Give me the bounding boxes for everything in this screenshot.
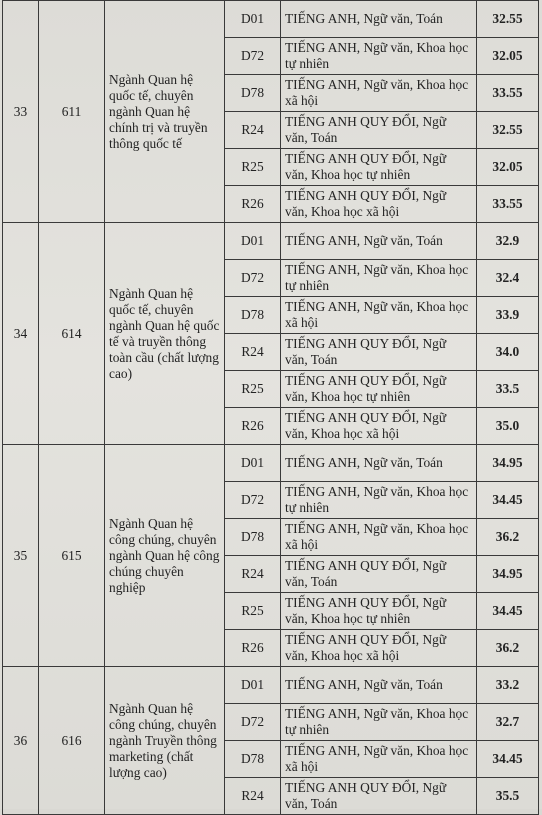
subjects: TIẾNG ANH QUY ĐỔI, Ngữ văn, Toán — [281, 556, 477, 593]
cutoff-score: 33.5 — [477, 371, 539, 408]
cutoff-score: 36.2 — [477, 630, 539, 667]
combo-code: D01 — [225, 223, 281, 260]
major-code: 616 — [39, 667, 105, 815]
subjects: TIẾNG ANH, Ngữ văn, Khoa học xã hội — [281, 75, 477, 112]
combo-code: D72 — [225, 260, 281, 297]
cutoff-score: 34.95 — [477, 445, 539, 482]
combo-code: R24 — [225, 334, 281, 371]
cutoff-score: 33.2 — [477, 667, 539, 704]
cutoff-score: 36.2 — [477, 519, 539, 556]
cutoff-score: 33.9 — [477, 297, 539, 334]
subjects: TIẾNG ANH QUY ĐỔI, Ngữ văn, Khoa học tự nhiên — [281, 593, 477, 630]
combo-code: D78 — [225, 297, 281, 334]
major-name: Ngành Quan hệ quốc tế, chuyên ngành Quan hệ quốc tế và truyền thông toàn cầu (chất lượng cao) — [105, 223, 225, 445]
combo-code: R26 — [225, 186, 281, 223]
cutoff-score: 33.55 — [477, 186, 539, 223]
cutoff-score: 32.55 — [477, 112, 539, 149]
subjects: TIẾNG ANH QUY ĐỔI, Ngữ văn, Khoa học xã hội — [281, 408, 477, 445]
table-row — [3, 667, 539, 704]
subjects: TIẾNG ANH, Ngữ văn, Khoa học xã hội — [281, 297, 477, 334]
combo-code: D78 — [225, 75, 281, 112]
subjects: TIẾNG ANH QUY ĐỔI, Ngữ văn, Khoa học xã hội — [281, 186, 477, 223]
subjects: TIẾNG ANH, Ngữ văn, Khoa học tự nhiên — [281, 38, 477, 75]
cutoff-score: 35.0 — [477, 408, 539, 445]
cutoff-score: 32.55 — [477, 1, 539, 38]
combo-code: R26 — [225, 408, 281, 445]
subjects: TIẾNG ANH QUY ĐỔI, Ngữ văn, Toán — [281, 112, 477, 149]
major-code: 614 — [39, 223, 105, 445]
combo-code: D78 — [225, 741, 281, 778]
subjects: TIẾNG ANH, Ngữ văn, Toán — [281, 445, 477, 482]
subjects: TIẾNG ANH QUY ĐỔI, Ngữ văn, Toán — [281, 334, 477, 371]
combo-code: R25 — [225, 371, 281, 408]
subjects: TIẾNG ANH, Ngữ văn, Khoa học tự nhiên — [281, 260, 477, 297]
combo-code: R24 — [225, 556, 281, 593]
combo-code: D01 — [225, 667, 281, 704]
subjects: TIẾNG ANH, Ngữ văn, Khoa học tự nhiên — [281, 704, 477, 741]
combo-code: R24 — [225, 112, 281, 149]
combo-code: D01 — [225, 1, 281, 38]
admission-scores-table — [2, 0, 539, 815]
subjects: TIẾNG ANH, Ngữ văn, Toán — [281, 667, 477, 704]
combo-code: R25 — [225, 593, 281, 630]
cutoff-score: 32.4 — [477, 260, 539, 297]
subjects: TIẾNG ANH QUY ĐỔI, Ngữ văn, Toán — [281, 778, 477, 815]
combo-code: D72 — [225, 482, 281, 519]
major-name: Ngành Quan hệ công chúng, chuyên ngành Truyền thông marketing (chất lượng cao) — [105, 667, 225, 815]
subjects: TIẾNG ANH, Ngữ văn, Khoa học xã hội — [281, 741, 477, 778]
combo-code: R24 — [225, 778, 281, 815]
cutoff-score: 32.7 — [477, 704, 539, 741]
cutoff-score: 34.45 — [477, 741, 539, 778]
combo-code: D01 — [225, 445, 281, 482]
cutoff-score: 32.9 — [477, 223, 539, 260]
subjects: TIẾNG ANH QUY ĐỔI, Ngữ văn, Khoa học xã hội — [281, 630, 477, 667]
row-number: 33 — [3, 1, 39, 223]
combo-code: D78 — [225, 519, 281, 556]
subjects: TIẾNG ANH, Ngữ văn, Khoa học xã hội — [281, 519, 477, 556]
row-number: 35 — [3, 445, 39, 667]
table-row — [3, 445, 539, 482]
cutoff-score: 34.45 — [477, 482, 539, 519]
table-row — [3, 223, 539, 260]
table-row — [3, 1, 539, 38]
subjects: TIẾNG ANH, Ngữ văn, Toán — [281, 223, 477, 260]
subjects: TIẾNG ANH QUY ĐỔI, Ngữ văn, Khoa học tự nhiên — [281, 371, 477, 408]
cutoff-score: 34.45 — [477, 593, 539, 630]
subjects: TIẾNG ANH, Ngữ văn, Toán — [281, 1, 477, 38]
combo-code: R26 — [225, 630, 281, 667]
cutoff-score: 34.95 — [477, 556, 539, 593]
cutoff-score: 34.0 — [477, 334, 539, 371]
combo-code: D72 — [225, 38, 281, 75]
combo-code: R25 — [225, 149, 281, 186]
row-number: 34 — [3, 223, 39, 445]
cutoff-score: 35.5 — [477, 778, 539, 815]
combo-code: D72 — [225, 704, 281, 741]
row-number: 36 — [3, 667, 39, 815]
major-name: Ngành Quan hệ công chúng, chuyên ngành Quan hệ công chúng chuyên nghiệp — [105, 445, 225, 667]
cutoff-score: 33.55 — [477, 75, 539, 112]
cutoff-score: 32.05 — [477, 149, 539, 186]
subjects: TIẾNG ANH QUY ĐỔI, Ngữ văn, Khoa học tự nhiên — [281, 149, 477, 186]
major-code: 611 — [39, 1, 105, 223]
subjects: TIẾNG ANH, Ngữ văn, Khoa học tự nhiên — [281, 482, 477, 519]
major-code: 615 — [39, 445, 105, 667]
cutoff-score: 32.05 — [477, 38, 539, 75]
major-name: Ngành Quan hệ quốc tế, chuyên ngành Quan hệ chính trị và truyền thông quốc tế — [105, 1, 225, 223]
